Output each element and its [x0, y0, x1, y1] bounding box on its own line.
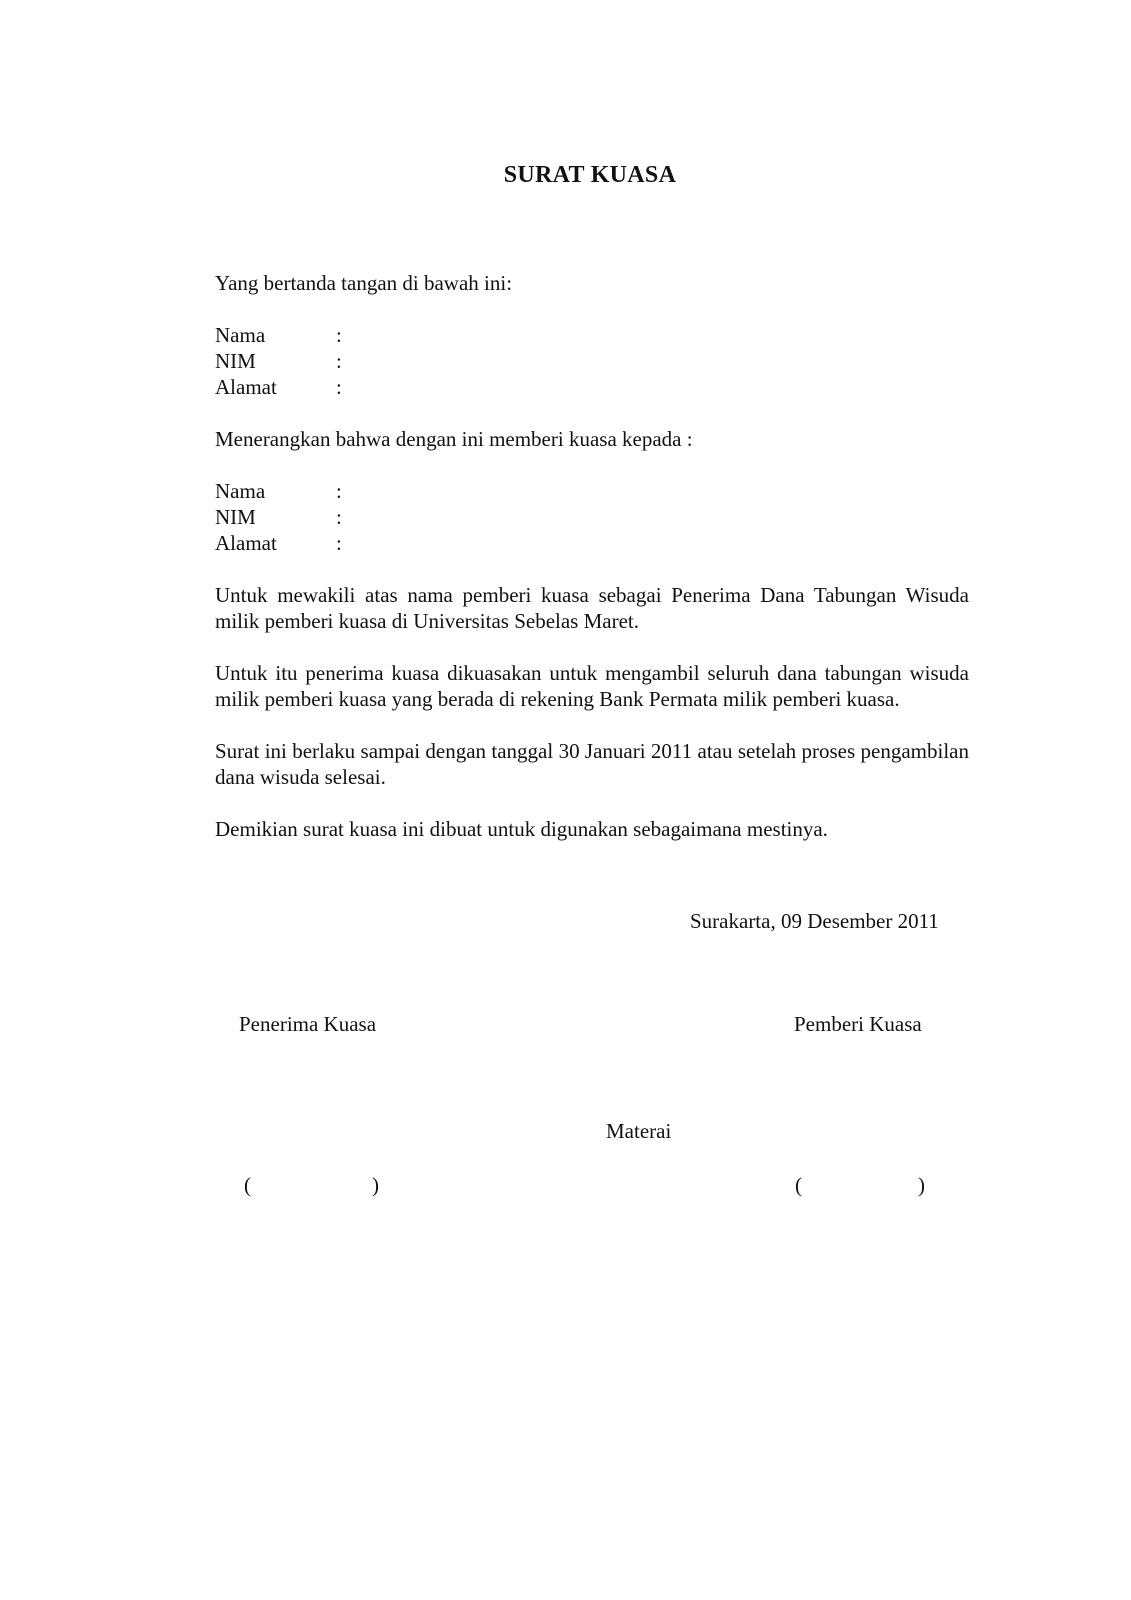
field-label: NIM [215, 349, 256, 373]
grantor-name-row [215, 322, 969, 348]
field-colon: : [336, 505, 342, 529]
field-label: Alamat [215, 531, 277, 555]
letter-body [215, 270, 969, 842]
stamp-duty-label: Materai [606, 1119, 672, 1143]
page-title: SURAT KUASA [503, 162, 677, 188]
grantee-address-row [215, 530, 969, 556]
field-label: Alamat [215, 375, 277, 399]
grantee-nim-row [215, 504, 969, 530]
grantor-fields [215, 322, 969, 400]
paragraph-authority: Untuk itu penerima kuasa dikuasakan untuk mengambil seluruh dana tabungan wisuda milik pemberi kuasa yang berada di rekening Bank Permata milik pemberi kuasa. [215, 661, 969, 711]
field-label: Nama [215, 479, 266, 503]
paragraph-purpose: Untuk mewakili atas nama pemberi kuasa sebagai Penerima Dana Tabungan Wisuda milik pemberi kuasa di Universitas Sebelas Maret. [215, 583, 969, 633]
field-colon: : [336, 479, 342, 503]
field-label: Nama [215, 323, 266, 347]
grantor-signature-open-paren: ( [795, 1173, 802, 1197]
field-colon: : [336, 323, 342, 347]
field-colon: : [336, 349, 342, 373]
field-label: NIM [215, 505, 256, 529]
place-date: Surakarta, 09 Desember 2011 [690, 909, 939, 933]
field-colon: : [336, 375, 342, 399]
field-colon: : [336, 531, 342, 555]
statement-text: Menerangkan bahwa dengan ini memberi kuasa kepada : [215, 427, 693, 451]
intro-text: Yang bertanda tangan di bawah ini: [215, 271, 513, 295]
grantee-signature-close-paren: ) [372, 1173, 379, 1197]
grantee-name-row [215, 478, 969, 504]
grantor-nim-row [215, 348, 969, 374]
signature-label-grantor: Pemberi Kuasa [794, 1012, 922, 1036]
grantee-fields [215, 478, 969, 556]
paragraph-closing: Demikian surat kuasa ini dibuat untuk digunakan sebagaimana mestinya. [215, 817, 828, 841]
grantor-signature-close-paren: ) [918, 1173, 925, 1197]
grantee-signature-open-paren: ( [244, 1173, 251, 1197]
paragraph-validity: Surat ini berlaku sampai dengan tanggal 30 Januari 2011 atau setelah proses pengambilan dana wisuda selesai. [215, 739, 969, 789]
signature-label-grantee: Penerima Kuasa [239, 1012, 377, 1036]
grantor-address-row [215, 374, 969, 400]
